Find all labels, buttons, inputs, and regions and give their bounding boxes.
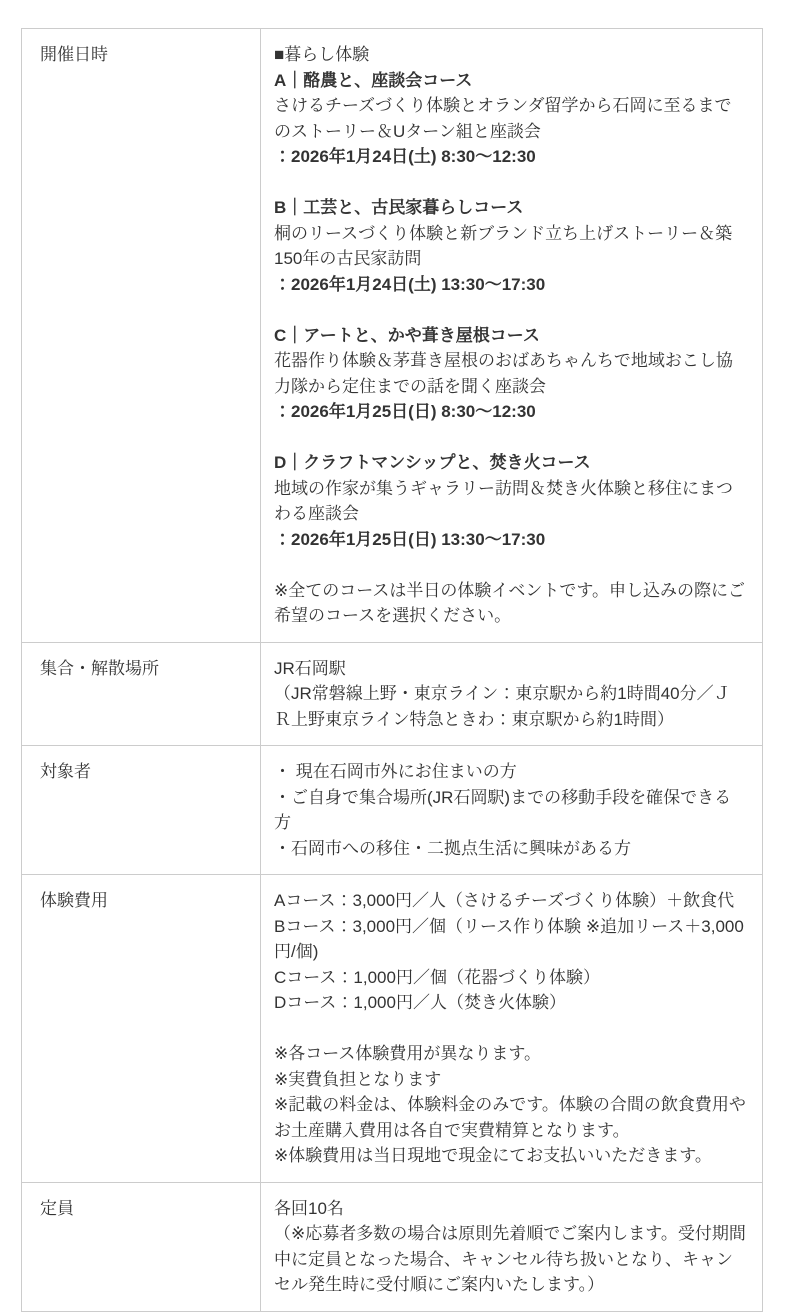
course-block-a (274, 68, 746, 170)
fee-note: ※各コース体験費用が異なります。 (274, 1044, 542, 1063)
capacity-note: （※応募者多数の場合は原則先着順でご案内します。受付期間中に定員となった場合、キャンセル待ち扱いとなり、キャンセル発生時に受付順にご案内いたします。） (274, 1224, 746, 1294)
course-datetime: ：2026年1月24日(土) 13:30〜17:30 (274, 274, 546, 294)
fee-item: Bコース：3,000円／個（リース作り体験 ※追加リース＋3,000円/個) (274, 916, 744, 961)
table-row-meeting-point (22, 642, 763, 746)
fee-note: ※実費負担となります (274, 1069, 442, 1089)
table-row-eligibility (22, 746, 763, 875)
row-label-fees: 体験費用 (22, 875, 261, 1183)
capacity-value: 各回10名 (274, 1198, 344, 1218)
fee-item: Aコース：3,000円／人（さけるチーズづくり体験）＋飲食代 (274, 891, 735, 910)
fee-note: ※記載の料金は、体験料金のみです。体験の合間の飲食費用やお土産購入費用は各自で実費精算となります。 (274, 1095, 746, 1140)
table-row-capacity (22, 1182, 763, 1311)
course-title: D｜クラフトマンシップと、焚き火コース (274, 453, 591, 472)
course-block-d (274, 450, 746, 552)
blank-line (274, 1016, 746, 1042)
course-title: A｜酪農と、座談会コース (274, 70, 473, 90)
eligibility-item: ・石岡市への移住・二拠点生活に興味がある方 (274, 838, 631, 858)
course-description: さけるチーズづくり体験とオランダ留学から石岡に至るまでのストーリー＆Uターン組と座談会 (274, 96, 732, 141)
row-label-capacity: 定員 (22, 1182, 261, 1311)
course-description: 桐のリースづくり体験と新ブランド立ち上げストーリー＆築150年の古民家訪問 (274, 223, 733, 268)
course-block-c (274, 323, 746, 425)
table-row-schedule (22, 29, 763, 643)
row-content-meeting-point (261, 642, 763, 746)
table-row-fees (22, 875, 763, 1183)
station-access: （JR常磐線上野・東京ライン：東京駅から約1時間40分／ＪＲ上野東京ライン特急ときわ：東京駅から約1時間） (274, 684, 731, 729)
row-label-schedule: 開催日時 (22, 29, 261, 643)
row-label-eligibility: 対象者 (22, 746, 261, 875)
row-content-eligibility (261, 746, 763, 875)
fee-item: Cコース：1,000円／個（花器づくり体験） (274, 967, 600, 987)
eligibility-item: ・ご自身で集合場所(JR石岡駅)までの移動手段を確保できる方 (274, 787, 732, 832)
course-datetime: ：2026年1月25日(日) 13:30〜17:30 (274, 529, 546, 549)
row-content-schedule (261, 29, 763, 643)
course-title: B｜工芸と、古民家暮らしコース (274, 198, 524, 217)
station-name: JR石岡駅 (274, 658, 346, 678)
eligibility-item: ・ 現在石岡市外にお住まいの方 (274, 762, 517, 781)
fee-item: Dコース：1,000円／人（焚き火体験） (274, 993, 566, 1012)
course-description: 花器作り体験＆茅葺き屋根のおばあちゃんちで地域おこし協力隊から定住までの話を聞く座談会 (274, 351, 733, 396)
row-content-capacity (261, 1182, 763, 1311)
event-info-table (21, 28, 763, 1312)
section-heading: ■暮らし体験 (274, 45, 370, 64)
schedule-note: ※全てのコースは半日の体験イベントです。申し込みの際にご希望のコースを選択ください。 (274, 580, 746, 625)
row-label-meeting-point: 集合・解散場所 (22, 642, 261, 746)
course-datetime: ：2026年1月24日(土) 8:30〜12:30 (274, 147, 536, 166)
course-description: 地域の作家が集うギャラリー訪問＆焚き火体験と移住にまつわる座談会 (274, 478, 733, 523)
course-title: C｜アートと、かや葺き屋根コース (274, 325, 540, 345)
course-datetime: ：2026年1月25日(日) 8:30〜12:30 (274, 402, 536, 421)
course-block-b (274, 195, 746, 297)
row-content-fees (261, 875, 763, 1183)
fee-note: ※体験費用は当日現地で現金にてお支払いいただきます。 (274, 1146, 712, 1165)
